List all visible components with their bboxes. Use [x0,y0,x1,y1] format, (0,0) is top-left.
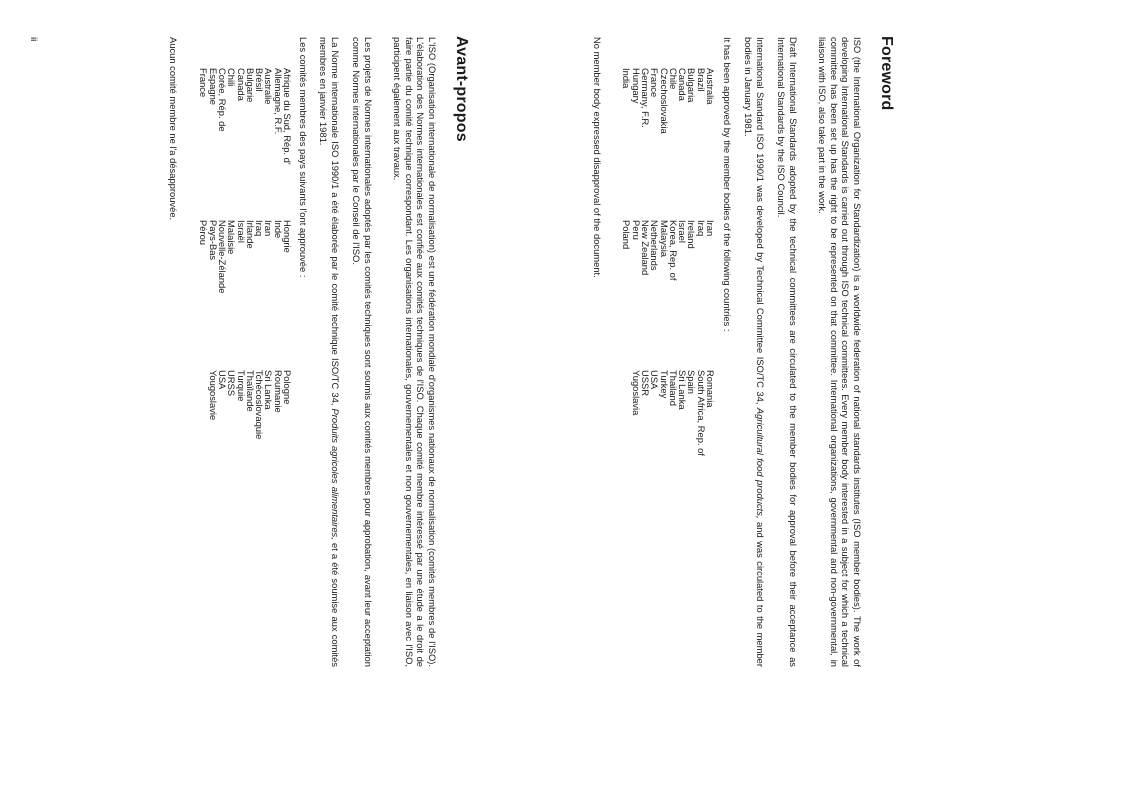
avant-propos-p3-text-b: et a été soumise aux comités membres en janvier 1981. [318,37,341,667]
country-name: Germany, F.R. [639,68,651,128]
country-name: Spain [686,370,698,394]
country-name: India [621,68,633,89]
country-name: Australie [263,68,275,105]
country-name: France [649,68,661,98]
country-name: Roumanie [272,370,284,413]
country-name: Bulgaria [686,68,698,103]
country-name: Canada [677,68,689,101]
country-name: Netherlands [649,220,661,271]
country-name: Hungary [630,68,642,104]
country-name: Thailand [667,370,679,406]
avant-propos-paragraph-3 [318,37,341,667]
country-name: USA [216,370,228,390]
avant-propos-paragraph-2: Les projets de Normes internationales adoptés par les comités techniques sont soumis aux comités membres pour approbation, avant leur acceptation comme Normes internationales par le Conseil de l'ISO. [351,37,374,667]
country-name: URSS [226,370,238,397]
country-name: Turquie [235,370,247,402]
country-name: Hongrie [282,220,293,253]
country-name: South Africa, Rep. of [695,370,707,456]
foreword-p3-text-a: International Standard ISO 1990/1 was developed by Technical Committee ISO/TC 34, [755,37,766,405]
country-name: USA [649,370,661,390]
country-name: Canada [235,68,247,101]
country-name: Iran [705,220,716,237]
country-name: Iraq [695,220,707,237]
country-name: Iran [263,220,275,237]
country-name: Sri Lanka [263,370,275,410]
country-name: Malaysia [658,220,670,257]
avant-propos-country-column-1 [199,68,292,165]
country-name: Allemagne, R.F. [272,68,284,135]
country-name: Brésil [254,68,266,92]
country-name: Ireland [686,220,698,249]
country-name: Chili [226,68,238,87]
country-name: France [198,68,210,98]
avant-propos-approval-statement: Les comités membres des pays suivants l'ont approuvée : [298,37,309,278]
foreword-country-column-2 [622,220,715,280]
foreword-p3-committee-title: Agricultural food products, [755,407,766,519]
country-name: Yougoslavie [207,370,219,421]
country-name: Espagne [207,68,219,106]
country-name: Malaisie [226,220,238,255]
avant-propos-country-column-3 [208,370,292,439]
country-name: Thaïlande [244,370,256,412]
country-name: USSR [639,370,651,397]
country-name: Peru [630,220,642,240]
foreword-approval-statement: It has been approved by the member bodies of the following countries : [722,37,733,332]
avant-propos-p3-text-a: La Norme internationale ISO 1990/1 a été élaborée par le comité technique ISO/TC 34, [330,37,341,406]
country-name: Chile [667,68,679,90]
avant-propos-country-column-2 [199,220,292,293]
country-name: Yugoslavia [630,370,642,416]
country-name: Nouvelle-Zélande [216,220,228,294]
foreword-p3-text-b: and was circulated to the member bodies in January 1981. [743,37,766,667]
country-name: Inde [272,220,284,239]
country-name: Poland [621,220,633,250]
foreword-paragraph-2: Draft International Standards adopted by the technical committees are circulated to the member bodies for approval before their acceptance as International Standards by the ISO Council. [776,37,799,667]
country-name: Irlande [244,220,256,249]
country-name: New Zealand [639,220,651,276]
country-name: Tchécoslovaquie [254,370,266,440]
foreword-disapproval-statement: No member body expressed disapproval of the document. [592,37,603,278]
country-name: Pays-Bas [207,220,219,261]
country-name: Bulgarie [244,68,256,103]
foreword-country-column-1 [622,68,715,134]
country-name: Czechoslovakia [658,68,670,134]
country-name: Israël [235,220,247,243]
country-name: Israel [677,220,689,243]
country-name: Pologne [282,370,293,405]
foreword-paragraph-1: ISO (the International Organization for Standardization) is a worldwide federation of national standards institutes (ISO member bodies). The work of developing International Standards is carried out through ISO technical committees. Every member body interested in a subject for which a technical committee has been set up has the right to be represented on that committee. International organizations, governmental and non-governmental, in liaison with ISO, also take part in the work. [817,37,863,667]
country-name: Pérou [198,220,210,246]
country-name: Iraq [254,220,266,237]
avant-propos-paragraph-1: L'ISO (Organisation internationale de normalisation) est une fédération mondiale d'organismes nationaux de normalisation (comités membres de l'ISO). L'élaboration des Normes internationales est confiée aux comités techniques de l'ISO. Chaque comité membre intéressé par une étude a le droit de faire partie du comité technique correspondant. Les organisations internationales, gouvernementales et non gouvernementales, en liaison avec l'ISO, participent également aux travaux. [392,37,438,667]
foreword-country-column-3 [631,370,715,456]
country-name: Turkey [658,370,670,399]
country-name: Romania [705,370,716,408]
avant-propos-disapproval-statement: Aucun comité membre ne l'a désapprouvée. [168,37,179,221]
country-name: Corée, Rép. de [216,68,228,132]
avant-propos-title: Avant-propos [453,36,470,142]
country-name: Sri Lanka [677,370,689,410]
country-name: Afrique du Sud, Rép. d' [282,68,293,165]
page-number: ii [29,37,40,42]
foreword-title: Foreword [878,36,895,111]
avant-propos-p3-committee-title: Produits agricoles alimentaires, [330,408,341,540]
country-name: Australia [705,68,716,105]
country-name: Brazil [695,68,707,92]
foreword-paragraph-3 [743,37,766,667]
country-name: Korea, Rep. of [667,220,679,281]
